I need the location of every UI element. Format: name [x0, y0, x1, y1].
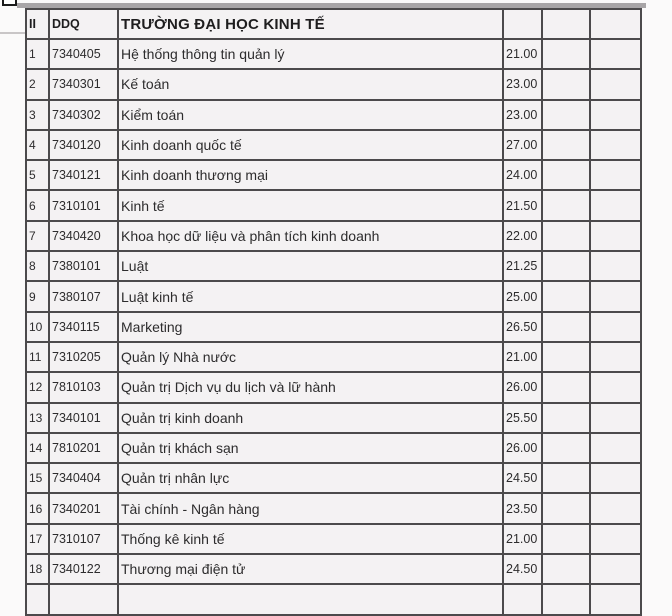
cell-extra2	[590, 554, 641, 584]
header-cell-university-name: TRƯỜNG ĐẠI HỌC KINH TẾ	[118, 9, 503, 39]
cell-index: 2	[26, 69, 49, 99]
cell-score: 23.50	[503, 493, 542, 523]
cell-extra2	[590, 281, 641, 311]
cell-index: 18	[26, 554, 49, 584]
cell-score: 24.50	[503, 463, 542, 493]
cell-score: 21.50	[503, 190, 542, 220]
cell-extra2	[590, 372, 641, 402]
cell-index	[26, 584, 49, 614]
table-row	[26, 312, 641, 342]
cell-score: 23.00	[503, 69, 542, 99]
cell-extra1	[542, 493, 590, 523]
cell-index: 6	[26, 190, 49, 220]
cell-extra2	[590, 130, 641, 160]
cell-program-name: Luật	[118, 251, 503, 281]
cell-program-name: Luật kinh tế	[118, 281, 503, 311]
cell-program-name: Quản trị khách sạn	[118, 433, 503, 463]
cell-code: 7340302	[49, 100, 118, 130]
table-row	[26, 130, 641, 160]
table-row-partial	[26, 584, 641, 614]
cell-score: 24.50	[503, 554, 542, 584]
cell-program-name: Thương mại điện tử	[118, 554, 503, 584]
cell-code: 7340120	[49, 130, 118, 160]
cell-code: 7810201	[49, 433, 118, 463]
cell-extra1	[542, 39, 590, 69]
cell-score: 21.00	[503, 524, 542, 554]
cell-code: 7340101	[49, 403, 118, 433]
cell-code: 7340121	[49, 160, 118, 190]
cell-code	[49, 584, 118, 614]
cell-index: 4	[26, 130, 49, 160]
cell-score: 21.00	[503, 342, 542, 372]
cell-extra1	[542, 69, 590, 99]
cell-extra2	[590, 221, 641, 251]
table-row	[26, 524, 641, 554]
table-row	[26, 342, 641, 372]
cell-score: 21.00	[503, 39, 542, 69]
cell-program-name: Kiểm toán	[118, 100, 503, 130]
cell-extra2	[590, 39, 641, 69]
cell-index: 12	[26, 372, 49, 402]
cell-extra1	[542, 312, 590, 342]
cell-program-name: Tài chính - Ngân hàng	[118, 493, 503, 523]
table-header-row	[26, 9, 641, 39]
cell-index: 7	[26, 221, 49, 251]
cell-score: 25.50	[503, 403, 542, 433]
header-cell-extra1	[542, 9, 590, 39]
cell-extra2	[590, 100, 641, 130]
cell-score	[503, 584, 542, 614]
cell-score: 23.00	[503, 100, 542, 130]
table-row	[26, 493, 641, 523]
cell-code: 7310107	[49, 524, 118, 554]
cell-code: 7380107	[49, 281, 118, 311]
cell-extra1	[542, 190, 590, 220]
cell-extra1	[542, 403, 590, 433]
cell-program-name: Quản trị nhân lực	[118, 463, 503, 493]
cell-score: 24.00	[503, 160, 542, 190]
cell-index: 8	[26, 251, 49, 281]
cell-program-name: Kinh tế	[118, 190, 503, 220]
cell-program-name: Quản trị kinh doanh	[118, 403, 503, 433]
scores-table	[25, 8, 642, 616]
cell-program-name: Quản lý Nhà nước	[118, 342, 503, 372]
cell-extra1	[542, 433, 590, 463]
cell-extra1	[542, 160, 590, 190]
cell-extra2	[590, 342, 641, 372]
cell-code: 7340405	[49, 39, 118, 69]
cell-program-name: Hệ thống thông tin quản lý	[118, 39, 503, 69]
cell-extra2	[590, 312, 641, 342]
cell-index: 14	[26, 433, 49, 463]
cell-code: 7340122	[49, 554, 118, 584]
cell-index: 11	[26, 342, 49, 372]
cell-index: 3	[26, 100, 49, 130]
cell-index: 9	[26, 281, 49, 311]
cell-extra1	[542, 463, 590, 493]
cell-code: 7340301	[49, 69, 118, 99]
table-row	[26, 251, 641, 281]
cell-index: 13	[26, 403, 49, 433]
cell-program-name: Thống kê kinh tế	[118, 524, 503, 554]
cell-extra2	[590, 403, 641, 433]
cell-code: 7310101	[49, 190, 118, 220]
cell-score: 21.25	[503, 251, 542, 281]
cell-code: 7310205	[49, 342, 118, 372]
cell-code: 7380101	[49, 251, 118, 281]
cell-extra1	[542, 372, 590, 402]
table-row	[26, 190, 641, 220]
cell-extra1	[542, 584, 590, 614]
cell-score: 22.00	[503, 221, 542, 251]
cell-code: 7340115	[49, 312, 118, 342]
table-row	[26, 69, 641, 99]
table-row	[26, 160, 641, 190]
cell-extra2	[590, 69, 641, 99]
scan-artifact-margin-line	[0, 32, 25, 34]
cell-program-name: Marketing	[118, 312, 503, 342]
table-row	[26, 463, 641, 493]
cell-extra2	[590, 190, 641, 220]
cell-score: 25.00	[503, 281, 542, 311]
table-row	[26, 100, 641, 130]
cell-code: 7810103	[49, 372, 118, 402]
cell-extra2	[590, 433, 641, 463]
cell-extra2	[590, 160, 641, 190]
cell-code: 7340404	[49, 463, 118, 493]
table-row	[26, 39, 641, 69]
cell-extra1	[542, 130, 590, 160]
cell-extra1	[542, 100, 590, 130]
cell-extra1	[542, 251, 590, 281]
cell-program-name: Kế toán	[118, 69, 503, 99]
cell-extra2	[590, 524, 641, 554]
cell-extra2	[590, 584, 641, 614]
header-cell-extra2	[590, 9, 641, 39]
cell-extra1	[542, 221, 590, 251]
table-row	[26, 281, 641, 311]
cell-extra1	[542, 342, 590, 372]
cell-index: 15	[26, 463, 49, 493]
cell-extra1	[542, 281, 590, 311]
table-row	[26, 403, 641, 433]
cell-program-name	[118, 584, 503, 614]
cell-index: 5	[26, 160, 49, 190]
cell-extra1	[542, 554, 590, 584]
cell-extra2	[590, 493, 641, 523]
table-row	[26, 433, 641, 463]
cell-program-name: Kinh doanh thương mại	[118, 160, 503, 190]
cell-score: 26.00	[503, 433, 542, 463]
cell-index: 17	[26, 524, 49, 554]
cell-index: 16	[26, 493, 49, 523]
cell-index: 1	[26, 39, 49, 69]
table-row	[26, 372, 641, 402]
cell-code: 7340420	[49, 221, 118, 251]
header-cell-score	[503, 9, 542, 39]
cell-score: 26.00	[503, 372, 542, 402]
cell-extra1	[542, 524, 590, 554]
header-cell-index: II	[26, 9, 49, 39]
cell-extra2	[590, 251, 641, 281]
table-row	[26, 221, 641, 251]
cell-program-name: Khoa học dữ liệu và phân tích kinh doanh	[118, 221, 503, 251]
cell-program-name: Quản trị Dịch vụ du lịch và lữ hành	[118, 372, 503, 402]
cell-code: 7340201	[49, 493, 118, 523]
header-cell-code: DDQ	[49, 9, 118, 39]
cell-extra2	[590, 463, 641, 493]
cell-index: 10	[26, 312, 49, 342]
table-row	[26, 554, 641, 584]
cell-score: 26.50	[503, 312, 542, 342]
cell-score: 27.00	[503, 130, 542, 160]
cell-program-name: Kinh doanh quốc tế	[118, 130, 503, 160]
scan-artifact-cell-fragment	[2, 0, 17, 6]
